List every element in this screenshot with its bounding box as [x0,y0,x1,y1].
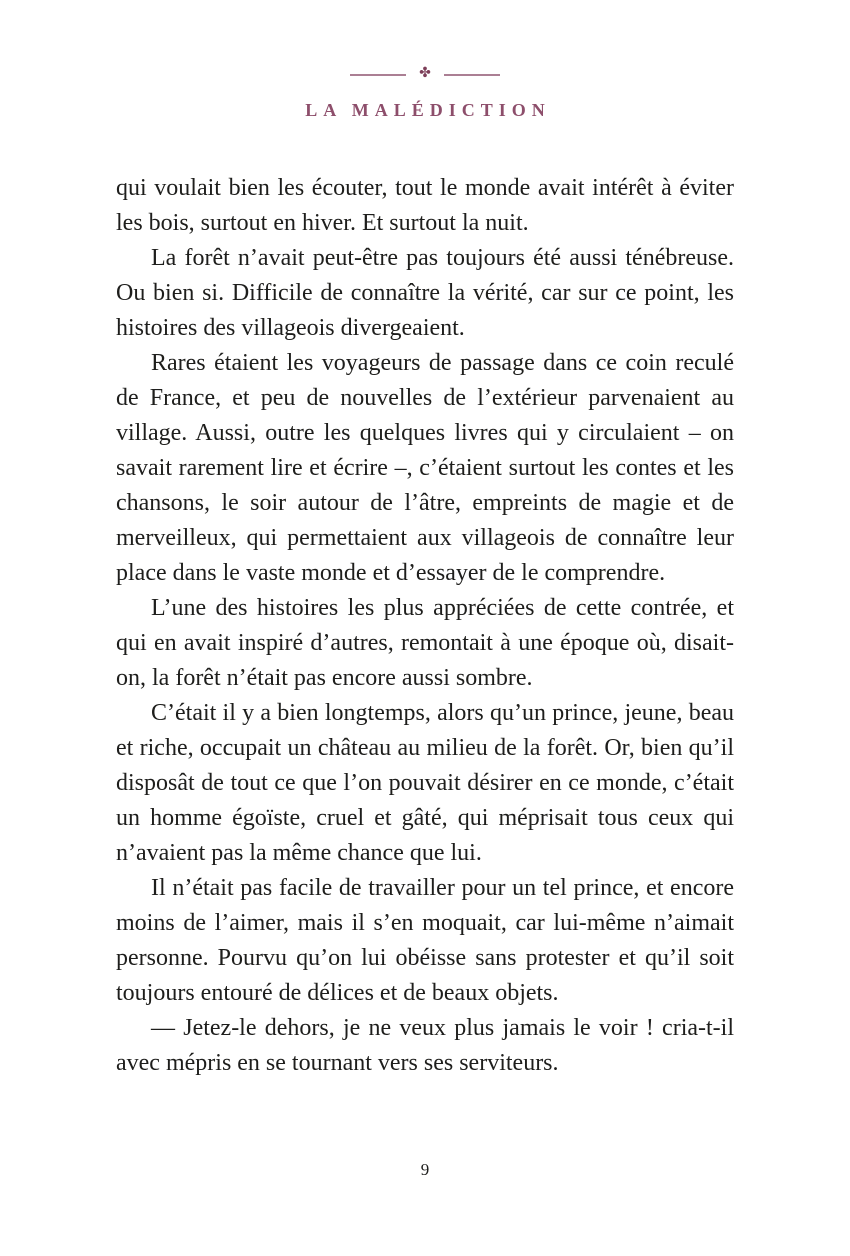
ornament-line-left [350,74,406,76]
page-number: 9 [420,1160,430,1179]
paragraph: Il n’était pas facile de travailler pour un tel prince, et encore moins de l’aimer, mais il s’en moquait, car lui-même n’aimait personne. Pourvu qu’on lui obéisse sans protester et qu’il soit toujours entouré de délices et de beaux objets. [116,875,734,1006]
book-page [0,66,850,1256]
flower-icon: ✤ [419,66,431,81]
chapter-title: LA MALÉDICTION [305,100,551,120]
paragraph: Rares étaient les voyageurs de passage dans ce coin reculé de France, et peu de nouvelles de l’extérieur parvenaient au village. Aussi, outre les quelques livres qui y circulaient – on savait rarement lire et écrire –, c’étaient surtout les contes et les chansons, le soir autour de l’âtre, empreints de magie et de merveilleux, qui permettaient aux villageois de connaître leur place dans le vaste monde et d’essayer de le comprendre. [116,350,734,586]
text-content [116,171,734,1081]
ornament-line-right [444,74,500,76]
paragraph: La forêt n’avait peut-être pas toujours été aussi ténébreuse. Ou bien si. Difficile de connaître la vérité, car sur ce point, les histoires des villageois divergeaient. [116,245,734,341]
chapter-ornament [0,66,850,84]
paragraph: C’était il y a bien longtemps, alors qu’un prince, jeune, beau et riche, occupait un château au milieu de la forêt. Or, bien qu’il disposât de tout ce que l’on pouvait désirer en ce monde, c’était un homme égoïste, cruel et gâté, qui méprisait tous ceux qui n’avaient pas la même chance que lui. [116,700,734,866]
paragraph: qui voulait bien les écouter, tout le monde avait intérêt à éviter les bois, surtout en hiver. Et surtout la nuit. [116,175,734,236]
paragraph: L’une des histoires les plus appréciées de cette contrée, et qui en avait inspiré d’autres, remontait à une époque où, disait-on, la forêt n’était pas encore aussi sombre. [116,595,734,691]
paragraph-dialogue: — Jetez-le dehors, je ne veux plus jamais le voir ! cria-t-il avec mépris en se tournant vers ses serviteurs. [116,1015,734,1076]
